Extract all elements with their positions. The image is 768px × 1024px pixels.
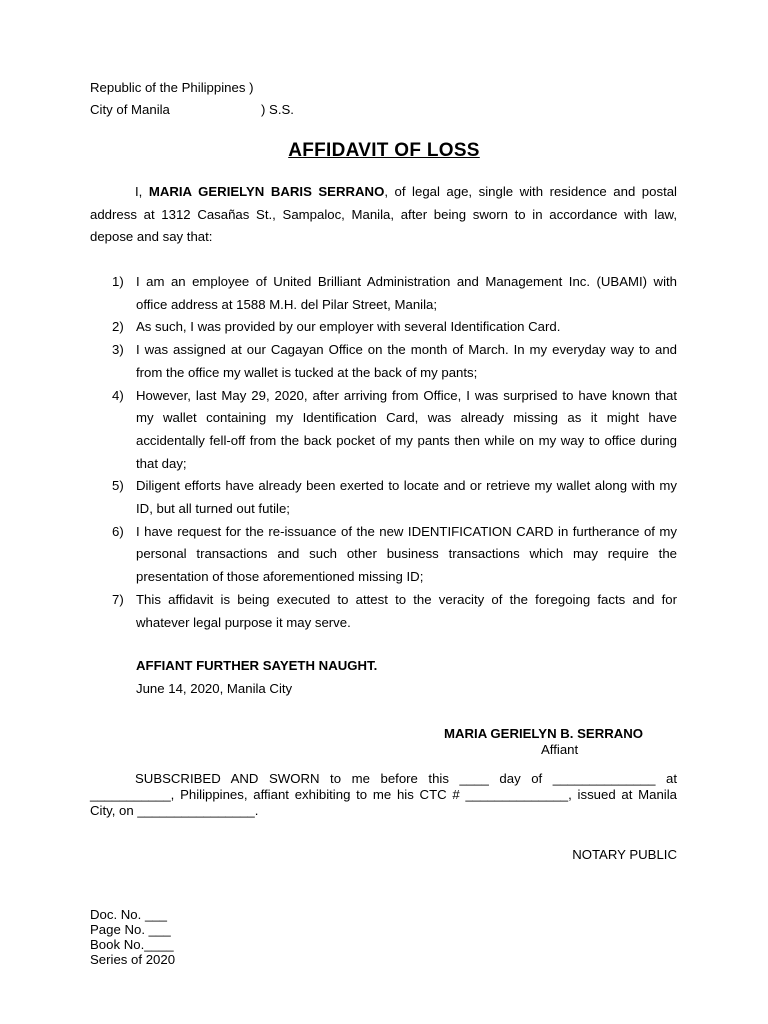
list-item [90,316,677,339]
book-number: Book No.____ [90,937,174,952]
item-number: 4) [112,387,124,403]
item-text: Diligent efforts have already been exerted to locate and or retrieve my wallet along with my ID, but all turned out futile; [136,478,677,517]
item-number: 6) [112,523,124,539]
affiant-signature-name: MARIA GERIELYN B. SERRANO [444,726,644,741]
affiant-full-name: MARIA GERIELYN BARIS SERRANO [148,184,385,199]
list-item [90,475,677,520]
further-sayeth-naught: AFFIANT FURTHER SAYETH NAUGHT. [136,658,378,673]
item-number: 5) [112,478,124,494]
item-text: I am an employee of United Brilliant Administration and Management Inc. (UBAMI) with office address at 1588 M.H. del Pilar Street, Manila; [136,274,677,312]
affiant-label: Affiant [541,742,579,757]
item-text: I was assigned at our Cagayan Office on the month of March. In my everyday way to and from the office my wallet is tucked at the back of my pants; [136,342,677,380]
series-year: Series of 2020 [90,952,176,967]
item-number: 2) [112,319,124,335]
item-text: I have request for the re-issuance of the new IDENTIFICATION CARD in furtherance of my personal transactions and such other business transactions which may require the presentation of those aforementioned missing ID; [136,523,677,585]
date-place: June 14, 2020, Manila City [136,681,293,696]
document-title: AFFIDAVIT OF LOSS [288,140,480,161]
list-item [90,521,677,589]
venue-republic: Republic of the Philippines ) [90,80,254,95]
item-number: 3) [112,342,124,358]
venue-city [90,102,294,117]
venue-city-name: City of Manila [90,102,170,117]
doc-number: Doc. No. ___ [90,907,167,922]
intro-prefix: I, [135,184,149,199]
item-number: 1) [112,274,124,289]
item-number: 7) [112,591,124,607]
intro-rest: , of legal age, single with residence and postal address at 1312 Casañas St., Sampaloc, Manila, after being sworn to in accordance with law, depose and say that: [90,184,677,245]
statement-list [90,271,677,634]
venue-ss: ) S.S. [261,102,294,117]
notary-public-label: NOTARY PUBLIC [572,847,677,862]
item-text: This affidavit is being executed to attest to the veracity of the foregoing facts and for whatever legal purpose it may serve. [136,591,677,630]
list-item [90,385,677,476]
list-item [90,589,677,634]
item-text: However, last May 29, 2020, after arriving from Office, I was surprised to have known that my wallet containing my Identification Card, was already missing as it might have accidentally fell-off from the back pocket of my pants then while on my way to office during that day; [136,387,677,471]
intro-paragraph [90,181,677,249]
jurat-paragraph: SUBSCRIBED AND SWORN to me before this ____ day of ______________ at ___________, Philippines, affiant exhibiting to me his CTC # ______________, issued at Manila City, on ________________. [90,771,677,819]
list-item [90,271,677,316]
list-item [90,339,677,384]
item-text: As such, I was provided by our employer with several Identification Card. [136,319,561,335]
page-number: Page No. ___ [90,922,171,937]
